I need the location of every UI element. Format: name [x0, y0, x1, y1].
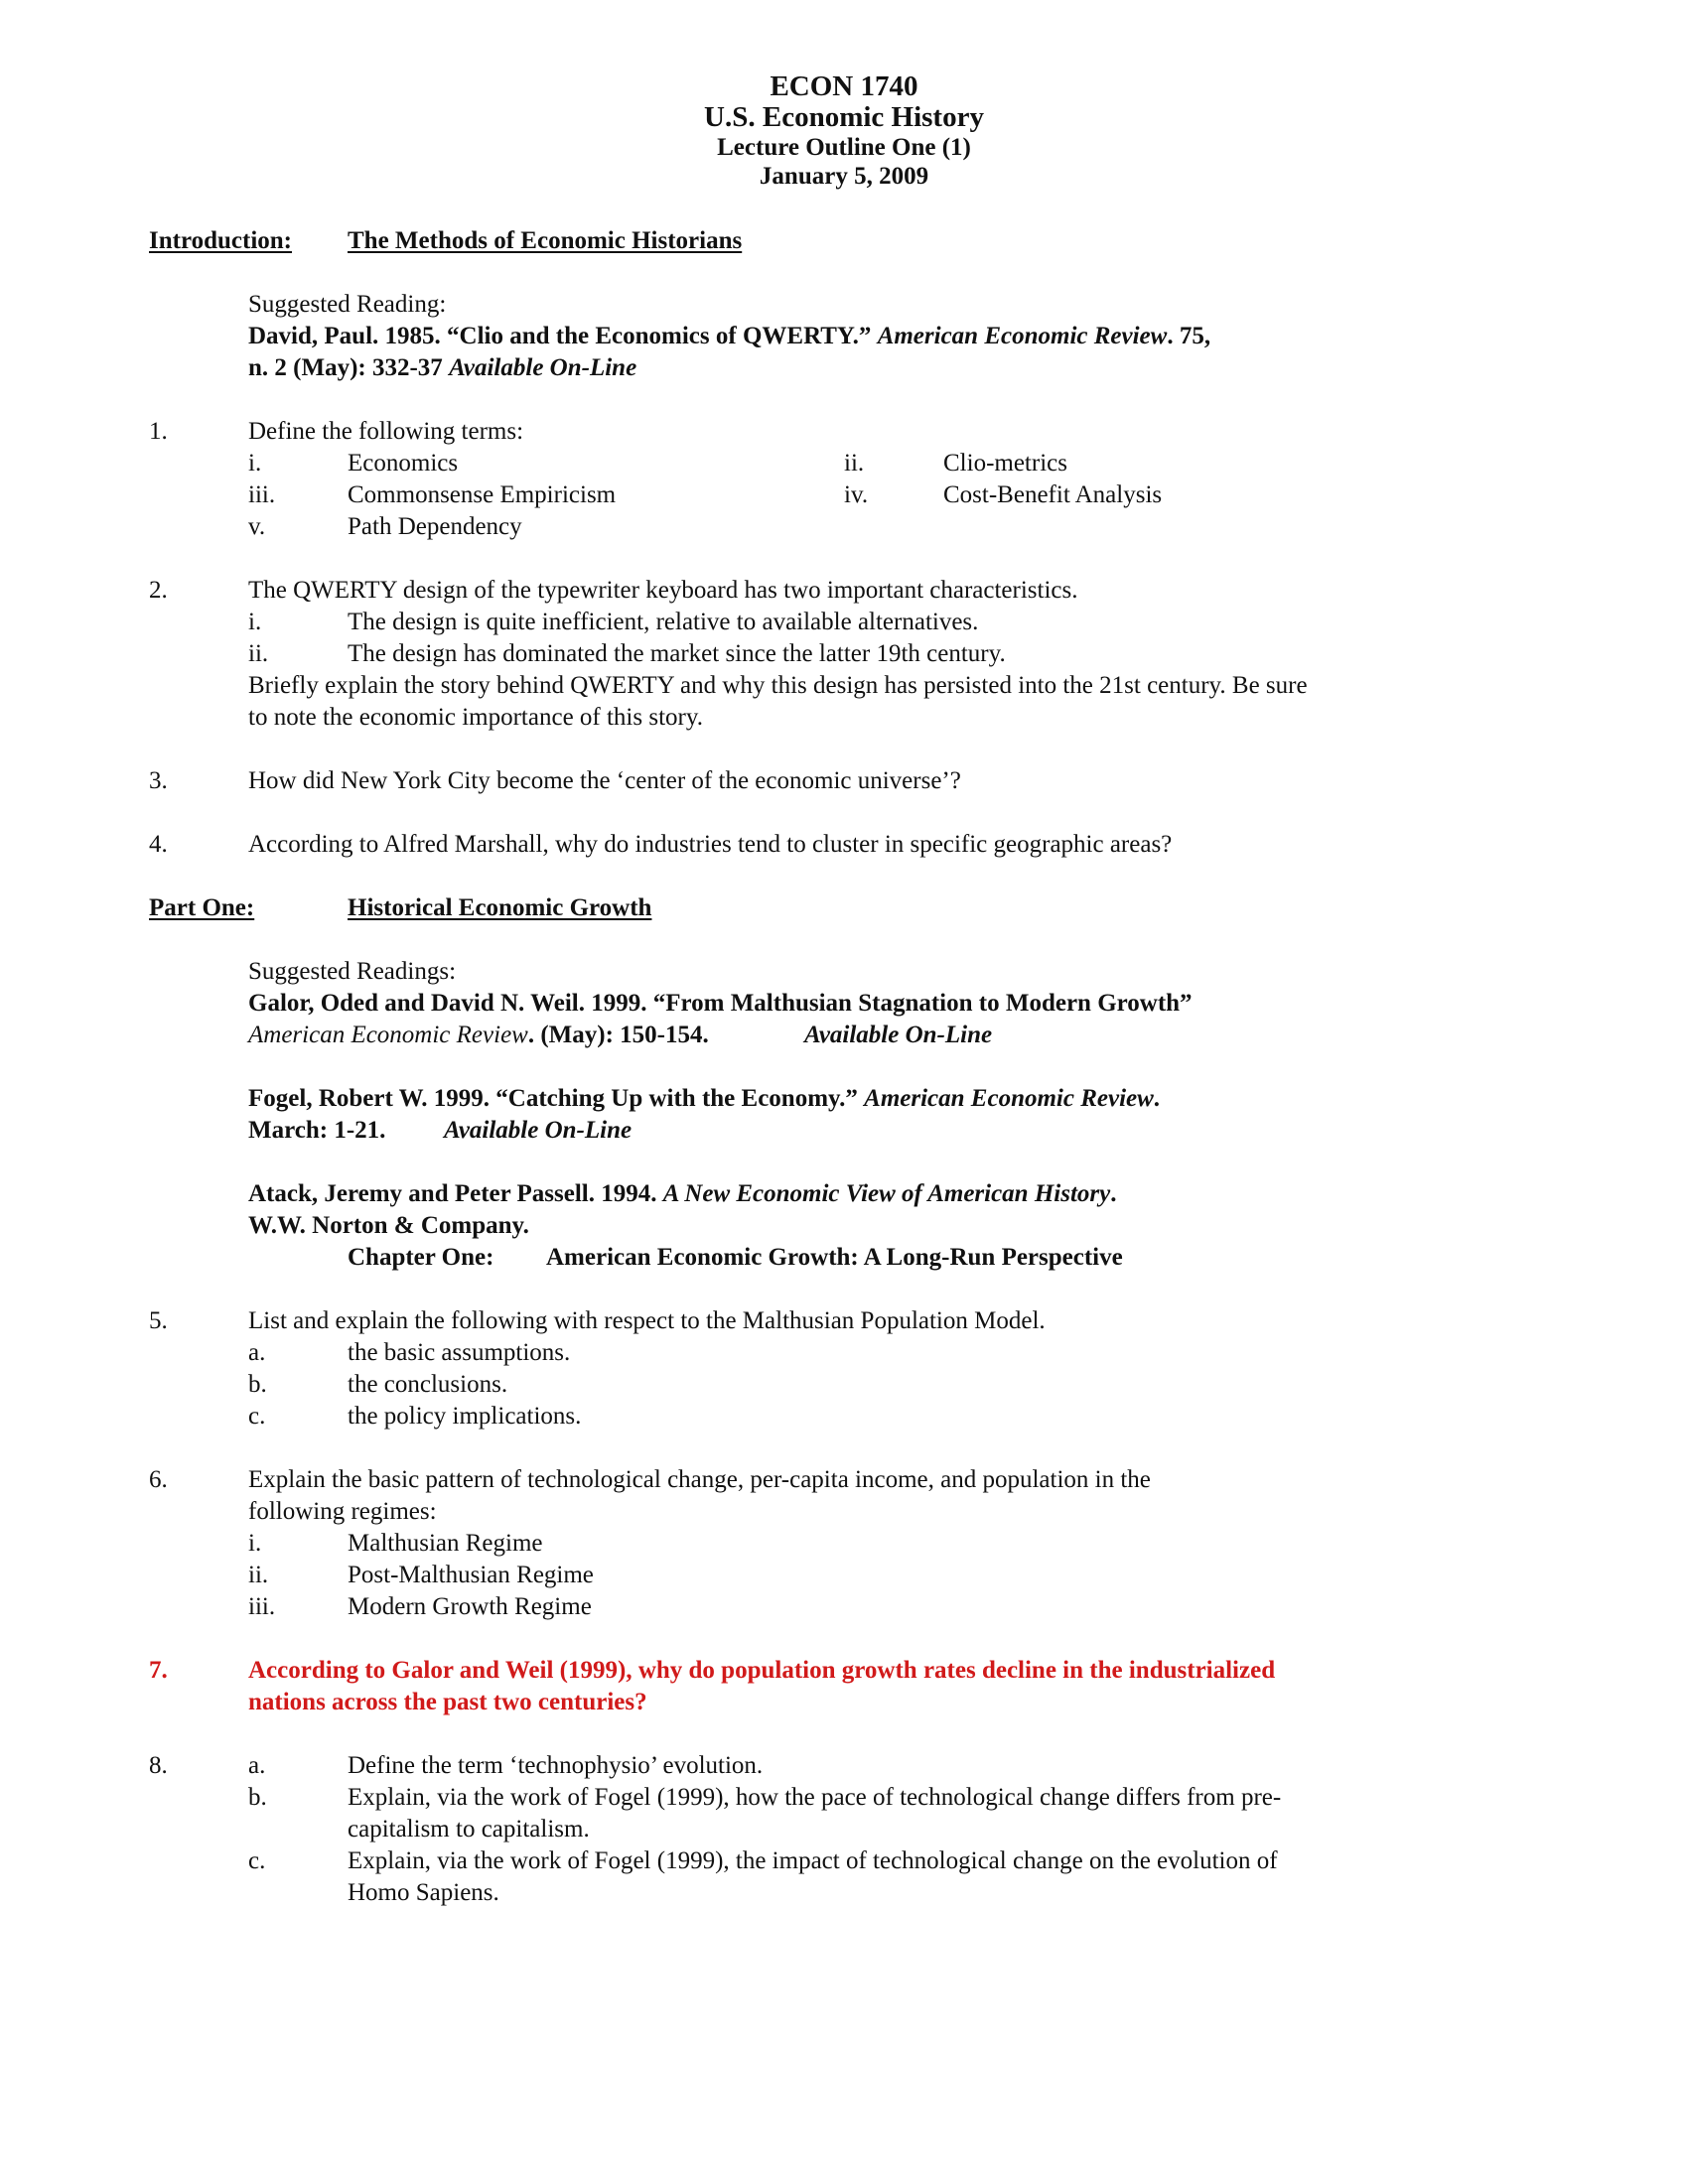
intro-heading: The Methods of Economic Historians [348, 227, 743, 254]
question-number: 1. [149, 418, 168, 445]
part-one-reading-label: Suggested Readings: [248, 958, 457, 985]
intro-reading-line1 [248, 321, 1210, 351]
list-marker: b. [248, 1784, 267, 1811]
list-item: Explain, via the work of Fogel (1999), the impact of technological change on the evolution of [348, 1847, 1278, 1874]
reading-fogel-line1 [248, 1083, 1160, 1114]
question-text: The QWERTY design of the typewriter keyboard has two important characteristics. [248, 577, 1078, 604]
course-code: ECON 1740 [770, 70, 918, 102]
reading-atack-line1 [248, 1178, 1116, 1209]
reading-galor-line2 [248, 1020, 709, 1050]
journal-name: American Economic Review [877, 323, 1168, 349]
availability-note: Available On-Line [804, 1022, 993, 1048]
list-marker: c. [248, 1847, 266, 1874]
availability-note: Available On-Line [444, 1117, 633, 1144]
chapter-title: American Economic Growth: A Long-Run Perspective [546, 1244, 1123, 1271]
question-text-highlighted: According to Galor and Weil (1999), why do population growth rates decline in the industrialized [248, 1657, 1276, 1684]
part-one-label: Part One: [149, 894, 255, 921]
reading-galor-line1: Galor, Oded and David N. Weil. 1999. “From Malthusian Stagnation to Modern Growth” [248, 990, 1193, 1017]
list-marker: iii. [248, 481, 276, 508]
list-item: capitalism to capitalism. [348, 1816, 590, 1843]
question-number: 3. [149, 767, 168, 794]
reading-citation: David, Paul. 1985. “Clio and the Economics of QWERTY.” [248, 323, 878, 349]
question-text: following regimes: [248, 1498, 437, 1525]
list-item: Malthusian Regime [348, 1530, 543, 1557]
reading-pages: n. 2 (May): 332-37 [248, 354, 450, 381]
list-item: Cost-Benefit Analysis [943, 481, 1163, 508]
list-marker: a. [248, 1752, 266, 1779]
reading-volume: . 75, [1167, 323, 1211, 349]
list-item: The design has dominated the market since the latter 19th century. [348, 640, 1006, 667]
journal-name: American Economic Review [248, 1022, 528, 1048]
list-item: Commonsense Empiricism [348, 481, 617, 508]
list-item: Post-Malthusian Regime [348, 1562, 594, 1588]
list-item: Economics [348, 450, 459, 477]
list-item: Explain, via the work of Fogel (1999), how the pace of technological change differs from pre- [348, 1784, 1282, 1811]
book-title: A New Economic View of American History [662, 1180, 1111, 1207]
list-item: Define the term ‘technophysio’ evolution. [348, 1752, 764, 1779]
list-marker: iv. [844, 481, 869, 508]
question-number: 5. [149, 1307, 168, 1334]
chapter-label: Chapter One: [348, 1244, 494, 1271]
list-marker: i. [248, 1530, 262, 1557]
lecture-subtitle: Lecture Outline One (1) [717, 134, 971, 161]
list-marker: c. [248, 1403, 266, 1430]
list-marker: b. [248, 1371, 267, 1398]
reading-citation: Atack, Jeremy and Peter Passell. 1994. [248, 1180, 663, 1207]
question-number: 6. [149, 1466, 168, 1493]
question-number: 8. [149, 1752, 168, 1779]
question-followup: to note the economic importance of this story. [248, 704, 703, 731]
question-text-highlighted: nations across the past two centuries? [248, 1689, 647, 1715]
list-item: Path Dependency [348, 513, 522, 540]
intro-reading-line2 [248, 352, 636, 383]
question-followup: Briefly explain the story behind QWERTY and why this design has persisted into the 21st century. Be sure [248, 672, 1308, 699]
question-text: Define the following terms: [248, 418, 524, 445]
list-item: the basic assumptions. [348, 1339, 571, 1366]
list-marker: i. [248, 609, 262, 635]
lecture-date: January 5, 2009 [759, 163, 929, 190]
list-item: Modern Growth Regime [348, 1593, 592, 1620]
question-number-highlighted: 7. [149, 1657, 168, 1684]
intro-label: Introduction: [149, 227, 293, 254]
list-item: The design is quite inefficient, relative to available alternatives. [348, 609, 979, 635]
question-text: How did New York City become the ‘center of the economic universe’? [248, 767, 961, 794]
list-marker: a. [248, 1339, 266, 1366]
reading-pages: . (May): 150-154. [527, 1022, 709, 1048]
course-title: U.S. Economic History [704, 101, 984, 133]
intro-reading-label: Suggested Reading: [248, 291, 447, 318]
reading-punct: . [1110, 1180, 1117, 1207]
list-marker: iii. [248, 1593, 276, 1620]
question-text: Explain the basic pattern of technological change, per-capita income, and population in the [248, 1466, 1151, 1493]
question-number: 4. [149, 831, 168, 858]
list-item: Homo Sapiens. [348, 1879, 499, 1906]
availability-note: Available On-Line [449, 354, 637, 381]
reading-fogel-line2: March: 1-21. [248, 1117, 386, 1144]
list-item: the conclusions. [348, 1371, 508, 1398]
question-text: According to Alfred Marshall, why do industries tend to cluster in specific geographic areas? [248, 831, 1173, 858]
question-text: List and explain the following with respect to the Malthusian Population Model. [248, 1307, 1046, 1334]
reading-citation: Fogel, Robert W. 1999. “Catching Up with the Economy.” [248, 1085, 865, 1112]
list-marker: i. [248, 450, 262, 477]
list-marker: ii. [248, 640, 269, 667]
list-item: Clio-metrics [943, 450, 1067, 477]
part-one-heading: Historical Economic Growth [348, 894, 652, 921]
list-marker: ii. [248, 1562, 269, 1588]
question-number: 2. [149, 577, 168, 604]
journal-name: American Economic Review [864, 1085, 1154, 1112]
reading-publisher: W.W. Norton & Company. [248, 1212, 529, 1239]
list-item: the policy implications. [348, 1403, 582, 1430]
list-marker: v. [248, 513, 266, 540]
reading-punct: . [1153, 1085, 1161, 1112]
list-marker: ii. [844, 450, 865, 477]
